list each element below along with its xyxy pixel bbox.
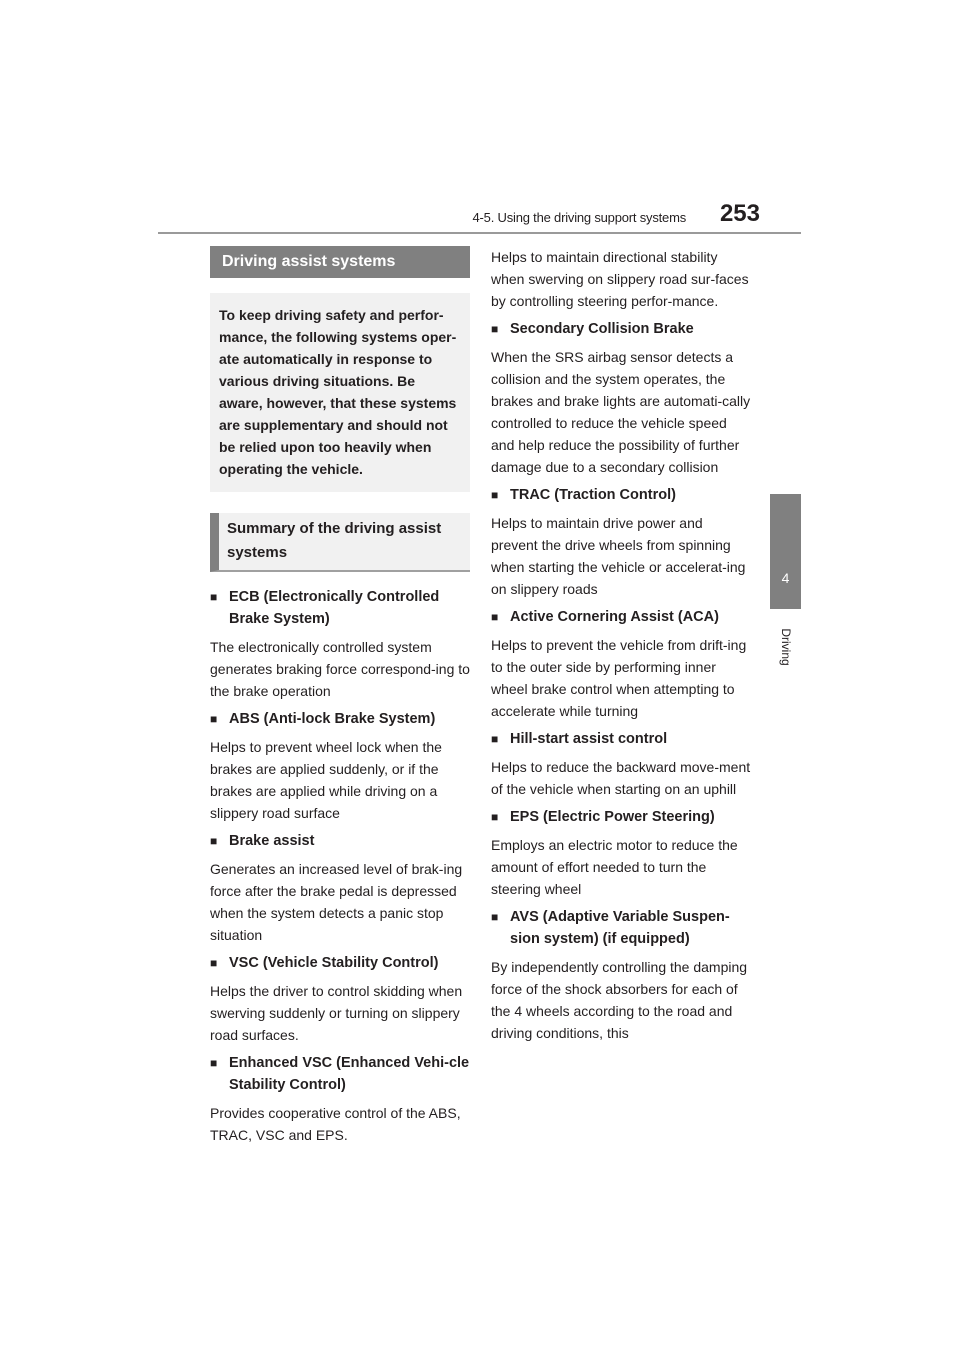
item-body: When the SRS airbag sensor detects a collision and the system operates, the brakes and brake lights are automati-cally controlled to reduce the vehicle speed and help reduce the possibility of further damage due to a secondary collision	[491, 349, 751, 475]
item-body: Provides cooperative control of the ABS, TRAC, VSC and EPS.	[210, 1105, 461, 1143]
header-section-title: 4-5. Using the driving support systems	[472, 210, 686, 225]
item-heading-text: Hill-start assist control	[510, 731, 668, 747]
item-heading-text: ECB (Electronically Controlled Brake System)	[229, 589, 440, 627]
item-heading-text: Enhanced VSC (Enhanced Vehi-cle Stability Control)	[229, 1055, 470, 1093]
item-body: Employs an electric motor to reduce the amount of effort needed to turn the steering wheel	[491, 837, 738, 897]
item-body: Helps to reduce the backward move-ment of the vehicle when starting on an uphill	[491, 759, 751, 797]
item-heading-text: Active Cornering Assist (ACA)	[510, 609, 719, 625]
square-bullet-icon: ■	[491, 322, 499, 336]
item-body: By independently controlling the damping force of the shock absorbers for each of the 4 wheels according to the road and driving conditions, this	[491, 959, 748, 1041]
item-heading-text: VSC (Vehicle Stability Control)	[229, 955, 439, 971]
item-heading-brake-assist	[210, 830, 470, 852]
item-heading-hill-start	[491, 728, 753, 750]
continued-paragraph: Helps to maintain directional stability when swerving on slippery road sur-faces by controlling steering perfor-mance.	[491, 249, 749, 309]
item-heading-text: Brake assist	[229, 833, 315, 849]
left-column	[210, 246, 470, 1146]
square-bullet-icon: ■	[491, 488, 499, 502]
subsection-title: Summary of the driving assist systems	[210, 513, 470, 572]
item-heading-text: ABS (Anti-lock Brake System)	[229, 711, 436, 727]
item-body: Helps the driver to control skidding when swerving suddenly or turning on slippery road surfaces.	[210, 983, 463, 1043]
item-heading-eps	[491, 806, 753, 828]
item-heading-aca	[491, 606, 753, 628]
page-number: 253	[719, 200, 760, 227]
item-body: Helps to prevent the vehicle from drift-ing to the outer side by performing inner wheel brake control when attempting to accelerate while turning	[491, 637, 747, 719]
item-heading-text: TRAC (Traction Control)	[510, 487, 676, 503]
square-bullet-icon: ■	[491, 610, 499, 624]
item-body: Generates an increased level of brak-ing force after the brake pedal is depressed when the system detects a panic stop situation	[210, 861, 463, 943]
item-heading-avs	[491, 906, 753, 950]
square-bullet-icon: ■	[210, 712, 218, 726]
item-heading-ecb	[210, 586, 470, 630]
square-bullet-icon: ■	[210, 1056, 218, 1070]
intro-box: To keep driving safety and perfor-mance, the following systems oper-ate automatically in response to various driving situations. Be aware, however, that these systems are supplementary and should not be relied upon too heavily when operating the vehicle.	[210, 293, 470, 492]
page-header	[420, 196, 770, 236]
square-bullet-icon: ■	[210, 956, 218, 970]
section-title: Driving assist systems	[210, 246, 470, 278]
chapter-label: Driving	[779, 628, 793, 666]
item-heading-text: EPS (Electric Power Steering)	[510, 809, 715, 825]
item-body: The electronically controlled system generates braking force correspond-ing to the brake operation	[210, 639, 470, 699]
header-divider	[158, 232, 801, 234]
item-heading-text: AVS (Adaptive Variable Suspen-sion system) (if equipped)	[510, 909, 730, 947]
square-bullet-icon: ■	[210, 590, 218, 604]
item-heading-abs	[210, 708, 470, 730]
item-heading-vsc	[210, 952, 470, 974]
item-heading-trac	[491, 484, 753, 506]
square-bullet-icon: ■	[491, 810, 499, 824]
square-bullet-icon: ■	[210, 834, 218, 848]
chapter-tab	[770, 494, 801, 609]
item-heading-text: Secondary Collision Brake	[510, 321, 694, 337]
item-heading-enhanced-vsc	[210, 1052, 470, 1096]
square-bullet-icon: ■	[491, 910, 499, 924]
item-heading-secondary-collision-brake	[491, 318, 753, 340]
chapter-number: 4	[781, 570, 790, 586]
square-bullet-icon: ■	[491, 732, 499, 746]
item-body: Helps to prevent wheel lock when the brakes are applied suddenly, or if the brakes are applied while driving on a slippery road surface	[210, 739, 442, 821]
item-body: Helps to maintain drive power and prevent the drive wheels from spinning when starting the vehicle or accelerat-ing on slippery roads	[491, 515, 746, 597]
right-column	[491, 246, 753, 1044]
